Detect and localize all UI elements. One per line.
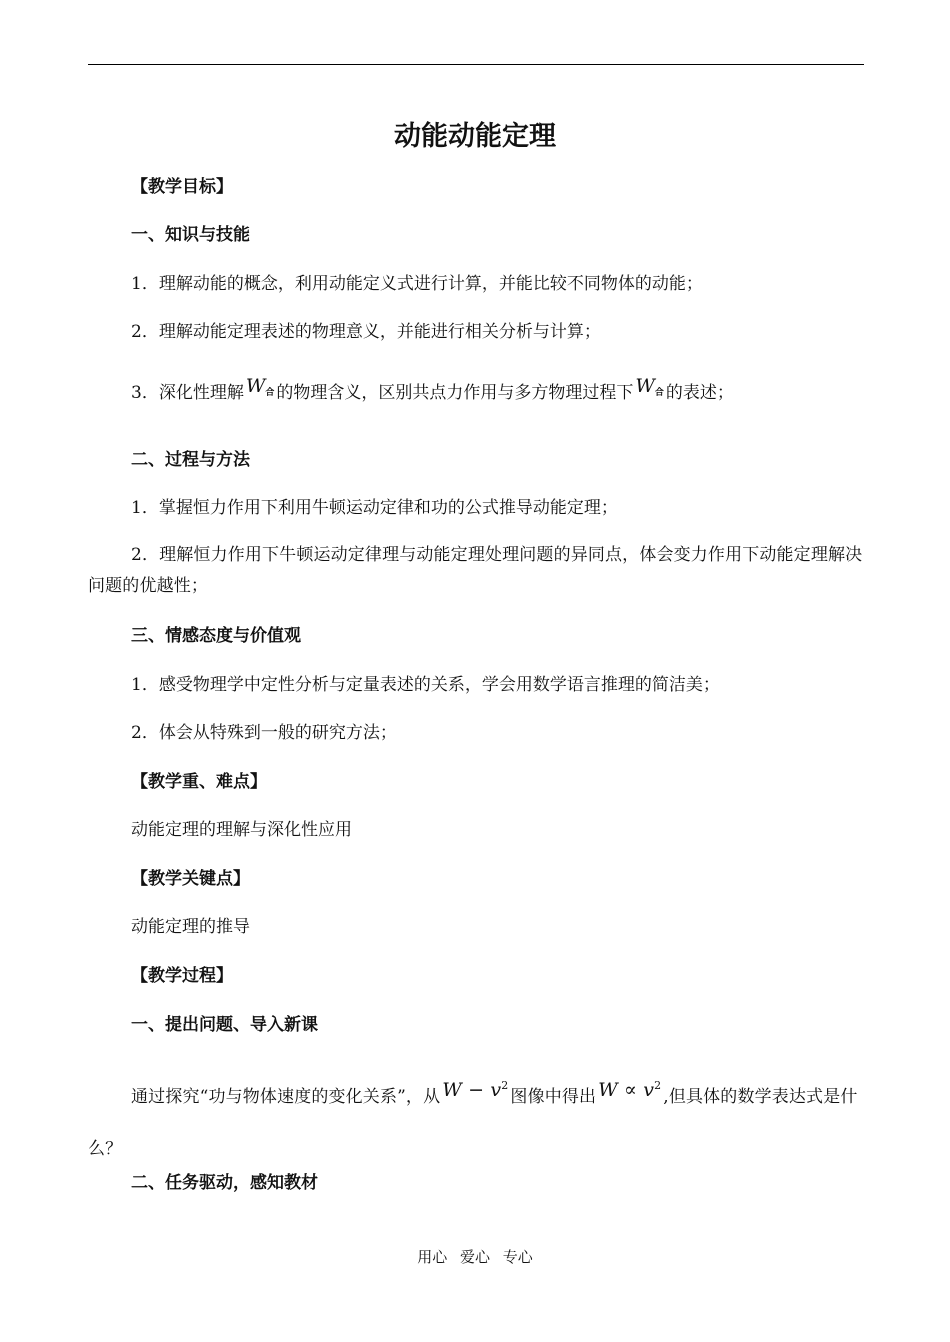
k3-text-b: 的物理含义，区别共点力作用与多方物理过程下 [276,383,634,403]
process-header: 二、过程与方法 [131,450,250,470]
attitude-header: 三、情感态度与价值观 [131,626,301,646]
step1-text-a: 通过探究“功与物体速度的变化关系”，从 [131,1087,441,1107]
process-item-1: 1．掌握恒力作用下利用牛顿运动定律和功的公式推导动能定理； [131,498,618,518]
w-total-symbol: $W_合$ [245,375,275,398]
step1-paragraph [88,1066,864,1175]
step1-text-b: 图像中得出 [510,1087,597,1107]
header-rule [88,64,864,65]
knowledge-item-2: 2．理解动能定理表述的物理意义，并能进行相关分析与计算； [131,322,601,342]
knowledge-item-1: 1．理解动能的概念，利用动能定义式进行计算，并能比较不同物体的动能； [131,274,703,294]
knowledge-header: 一、知识与技能 [131,225,250,245]
attitude-item-1: 1．感受物理学中定性分析与定量表述的关系，学会用数学语言推理的简洁美； [131,675,720,695]
process-item-2: 2．理解恒力作用下牛顿运动定律理与动能定理处理问题的异同点，体会变力作用下动能定理解决问题的优越性； [88,545,863,596]
w-prop-v2-formula: $W \propto v^2$ [598,1079,662,1101]
step1-header: 一、提出问题、导入新课 [131,1015,318,1035]
page-title: 动能动能定理 [394,121,556,152]
procedure-header: 【教学过程】 [131,966,233,986]
k3-text-a: 3．深化性理解 [131,383,244,403]
key-text: 动能定理的推导 [131,917,250,937]
goals-header: 【教学目标】 [131,177,233,197]
w-minus-v2-formula: $W - v^2$ [442,1079,509,1101]
page-footer: 用心 爱心 专心 [417,1248,533,1266]
focus-text: 动能定理的理解与深化性应用 [131,820,352,840]
step2-header: 二、任务驱动，感知教材 [131,1173,318,1193]
knowledge-item-3 [131,375,734,412]
key-header: 【教学关键点】 [131,869,250,889]
step1-text-c: ,但具体的数学表达式是什么？ [88,1087,858,1159]
focus-header: 【教学重、难点】 [131,772,267,792]
w-total-symbol-2: $W_合$ [635,375,664,398]
attitude-item-2: 2．体会从特殊到一般的研究方法； [131,723,397,743]
k3-text-c: 的表述； [665,383,734,403]
